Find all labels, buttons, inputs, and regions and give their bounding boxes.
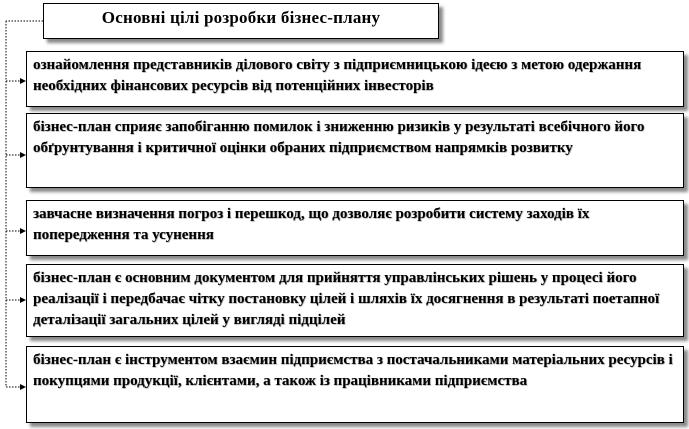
- goal-box-1: ознайомлення представників ділового світу з підприємницькою ідеєю з метою одержання необхідних фінансових ресурсів від потенційних інвесторів: [26, 51, 684, 107]
- goal-box-2: бізнес-план сприяє запобіганню помилок і зниженню ризиків у результаті всебічного його обґрунтування і критичної оцінки обраних підприємством напрямків розвитку: [26, 113, 684, 188]
- title-box: [43, 3, 439, 39]
- goal-box-4: бізнес-план є основним документом для прийняття управлінських рішень у процесі його реалізації і передбачає чітку постановку цілей і шляхів їх досягнення в результаті поетапної деталізації загальних цілей у вигляді підцілей: [26, 264, 684, 337]
- diagram-title: Основні цілі розробки бізнес-плану: [101, 8, 381, 27]
- goal-box-5: бізнес-план є інструментом взаємин підприємства з постачальниками матеріальних ресурсів і покупцями продукції, клієнтами, а також із працівниками підприємства: [26, 346, 684, 423]
- goal-box-3: завчасне визначення погроз і перешкод, що дозволяє розробити систему заходів їх попередження та усунення: [26, 200, 684, 256]
